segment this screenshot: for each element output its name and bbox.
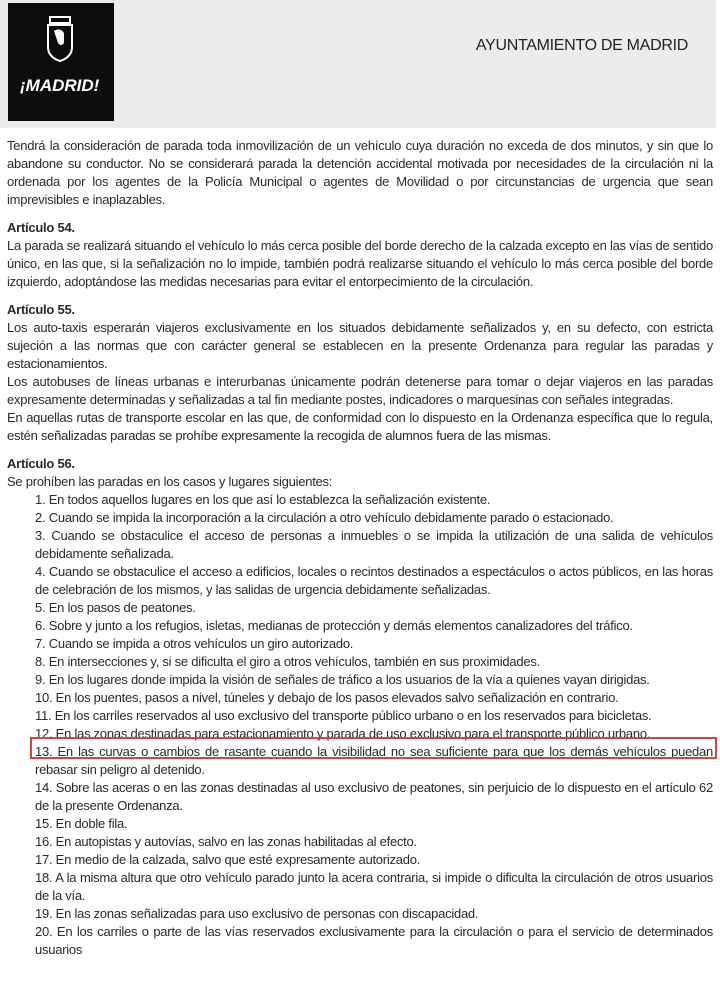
list-item: 19. En las zonas señalizadas para uso exclusivo de personas con discapacidad. (35, 906, 479, 921)
list-item: 16. En autopistas y autovías, salvo en las zonas habilitadas al efecto. (35, 834, 417, 849)
list-item: 14. Sobre las aceras o en las zonas destinadas al uso exclusivo de peatones, sin perjuicio de lo dispuesto en el artículo 62 de la presente Ordenanza. (35, 780, 713, 813)
list-item: 9. En los lugares donde impida la visión de señales de tráfico a los usuarios de la vía a quienes vayan dirigidas. (35, 672, 650, 687)
list-item: 12. En las zonas destinadas para estacionamiento y parada de uso exclusivo para el transporte público urbano. (35, 726, 651, 741)
article-54-heading: Artículo 54. (7, 220, 75, 235)
prohibited-stops-list (7, 491, 713, 959)
list-item: 7. Cuando se impida a otros vehículos un giro autorizado. (35, 636, 354, 651)
list-item: 15. En doble fila. (35, 816, 128, 831)
madrid-logo (8, 3, 114, 121)
article-55-paragraph: Los auto-taxis esperarán viajeros exclusivamente en los situados debidamente señalizados y, en su defecto, con estricta sujeción a las normas que con carácter general se establecen en la presente Ordenanza para regular las paradas y estacionamientos. (7, 320, 713, 371)
list-item: 5. En los pasos de peatones. (35, 600, 196, 615)
article-55-paragraph: Los autobuses de líneas urbanas e interurbanas únicamente podrán detenerse para tomar o dejar viajeros en las paradas expresamente determinadas y señalizadas a tal fin mediante postes, indicadores o marquesinas con señales integradas. (7, 374, 713, 407)
list-item: 8. En intersecciones y, si se dificulta el giro a otros vehículos, también en sus proximidades. (35, 654, 540, 669)
list-item: 1. En todos aquellos lugares en los que así lo establezca la señalización existente. (35, 492, 491, 507)
svg-text:¡MADRID!: ¡MADRID! (20, 76, 100, 95)
article-54-paragraph: La parada se realizará situando el vehículo lo más cerca posible del borde derecho de la calzada excepto en las vías de sentido único, en las que, si la señalización no lo impide, también podrá realizarse situando el vehículo lo más cerca posible del borde izquierdo, adoptándose las medidas necesarias para evitar el entorpecimiento de la circulación. (7, 238, 713, 289)
intro-paragraph: Tendrá la consideración de parada toda inmovilización de un vehículo cuya duración no exceda de dos minutos, y sin que lo abandone su conductor. No se considerará parada la detención accidental motivada por necesidades de la circulación ni la ordenada por los agentes de la Policía Municipal o agentes de Movilidad o por circunstancias de urgencia que sean imprevisibles e inaplazables. (7, 138, 713, 207)
list-item: 2. Cuando se impida la incorporación a la circulación a otro vehículo debidamente parado o estacionado. (35, 510, 614, 525)
list-item: 4. Cuando se obstaculice el acceso a edificios, locales o recintos destinados a espectáculos o actos públicos, en las horas de celebración de los mismos, y las salidas de urgencia debidamente señalizadas. (35, 564, 713, 597)
list-item: 6. Sobre y junto a los refugios, isletas, medianas de protección y demás elementos canalizadores del tráfico. (35, 618, 633, 633)
article-55-heading: Artículo 55. (7, 302, 75, 317)
highlight-box (30, 737, 717, 759)
article-55-paragraph: En aquellas rutas de transporte escolar en las que, de conformidad con lo dispuesto en la Ordenanza específica que lo regula, estén señalizadas paradas se prohíbe expresamente la recogida de alumnos fuera de las mismas. (7, 410, 713, 443)
article-56-intro: Se prohíben las paradas en los casos y lugares siguientes: (7, 474, 333, 489)
list-item: 17. En medio de la calzada, salvo que esté expresamente autorizado. (35, 852, 421, 867)
header-title: AYUNTAMIENTO DE MADRID (475, 37, 688, 54)
document-body (7, 137, 713, 959)
list-item: 10. En los puentes, pasos a nivel, túneles y debajo de los pasos elevados salvo señalización en contrario. (35, 690, 619, 705)
article-56-heading: Artículo 56. (7, 456, 75, 471)
list-item: 3. Cuando se obstaculice el acceso de personas a inmuebles o se impida la utilización de una salida de vehículos debidamente señalizada. (35, 528, 713, 561)
list-item: 13. En las curvas o cambios de rasante cuando la visibilidad no sea suficiente para que los demás vehículos puedan rebasar sin peligro al detenido. (35, 744, 713, 777)
list-item-highlighted: 11. En los carriles reservados al uso exclusivo del transporte público urbano o en los reservados para bicicletas. (35, 708, 652, 723)
page-header (0, 0, 716, 128)
madrid-crest-icon (8, 3, 114, 121)
list-item: 20. En los carriles o parte de las vías reservados exclusivamente para la circulación o para el servicio de determinados usuarios (35, 924, 713, 957)
list-item: 18. A la misma altura que otro vehículo parado junto la acera contraria, si impide o dificulta la circulación de otros usuarios de la vía. (35, 870, 713, 903)
